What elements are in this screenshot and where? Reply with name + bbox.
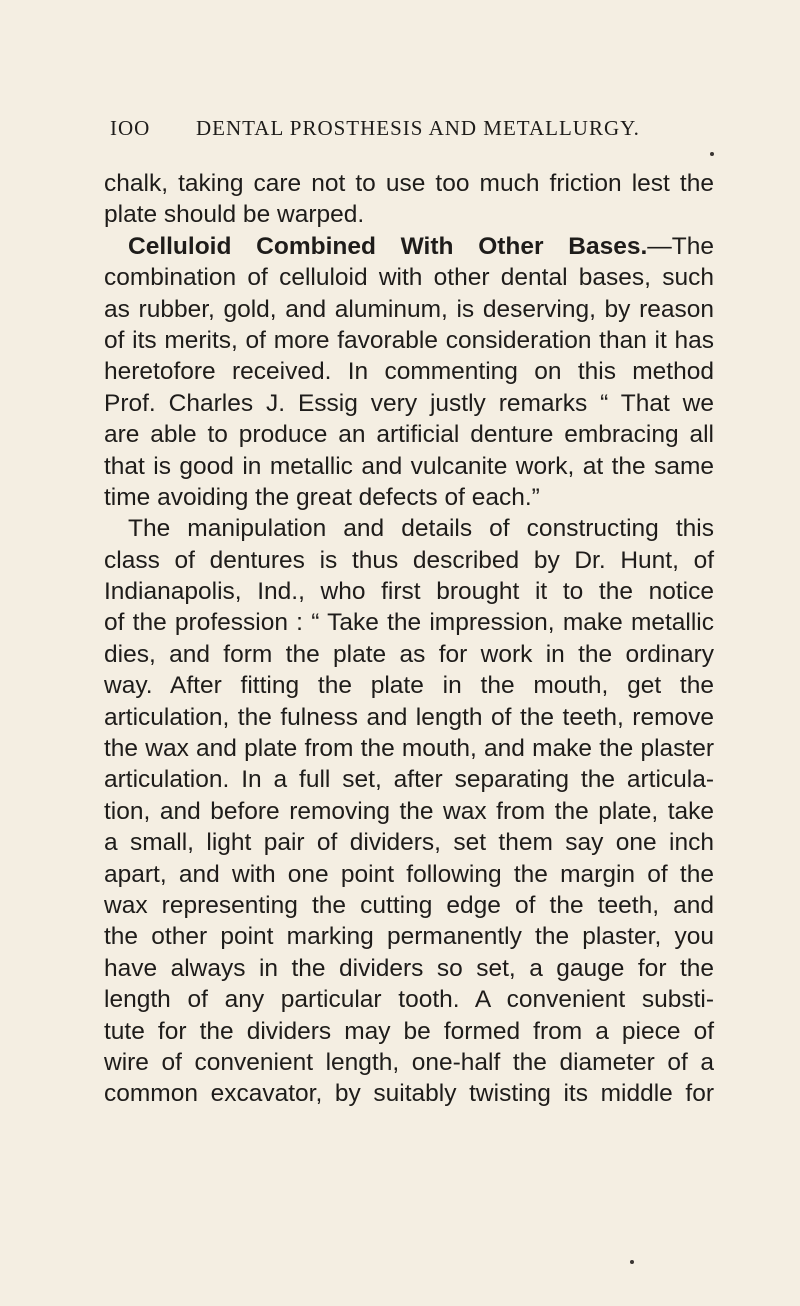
text-line: tute for the dividers may be formed from a piece of [104, 1017, 714, 1045]
text-line: the other point marking permanently the plaster, you [104, 923, 714, 951]
text-line: articulation, the fulness and length of the teeth, remove [104, 703, 714, 731]
text-line: wire of convenient length, one-half the diameter of a [104, 1048, 714, 1076]
text-line: Indianapolis, Ind., who first brought it to the notice [104, 578, 714, 606]
text-line: time avoiding the great defects of each.” [104, 483, 540, 511]
text-line: Prof. Charles J. Essig very justly remarks “ That we [104, 389, 714, 417]
text-line: apart, and with one point following the margin of the [104, 860, 714, 888]
text-line: plate should be warped. [104, 201, 365, 229]
text-line: articulation. In a full set, after separating the articula- [104, 766, 714, 794]
text-line: tion, and before removing the wax from the plate, take [104, 797, 714, 825]
text-line: The manipulation and details of constructing this [128, 515, 714, 543]
text-line: the wax and plate from the mouth, and make the plaster [104, 735, 714, 763]
section-heading-line [104, 231, 714, 262]
text-line: of its merits, of more favorable consideration than it has [104, 326, 714, 354]
text-line: class of dentures is thus described by Dr. Hunt, of [104, 546, 714, 574]
specks-mark-bottom [630, 1260, 634, 1264]
specks-mark-top [710, 152, 714, 156]
section-heading: Celluloid Combined With Other Bases. [128, 232, 648, 260]
text-line: as rubber, gold, and aluminum, is deserving, by reason [104, 295, 714, 323]
page-number: IOO [110, 116, 151, 140]
text-line: heretofore received. In commenting on this method [104, 358, 714, 386]
text-line: common excavator, by suitably twisting its middle for [104, 1080, 714, 1108]
text-line: wax representing the cutting edge of the teeth, and [104, 891, 714, 919]
text-line: chalk, taking care not to use too much friction lest the [104, 170, 714, 197]
text-line: dies, and form the plate as for work in the ordinary [104, 640, 714, 668]
text-line: a small, light pair of dividers, set them say one inch [104, 829, 714, 857]
text-line: length of any particular tooth. A convenient substi- [104, 986, 714, 1014]
text-line: have always in the dividers so set, a gauge for the [104, 954, 714, 982]
running-title: DENTAL PROSTHESIS AND METALLURGY. [196, 116, 640, 140]
text-line: way. After fitting the plate in the mouth, get the [104, 672, 714, 700]
page-header [110, 116, 710, 146]
text-run: —The [647, 232, 714, 260]
body-text [104, 168, 714, 1110]
text-line: combination of celluloid with other dental bases, such [104, 264, 714, 292]
text-line: that is good in metallic and vulcanite work, at the same [104, 452, 714, 480]
text-line: are able to produce an artificial denture embracing all [104, 421, 714, 449]
text-line: of the profession : “ Take the impression, make metallic [104, 609, 714, 637]
